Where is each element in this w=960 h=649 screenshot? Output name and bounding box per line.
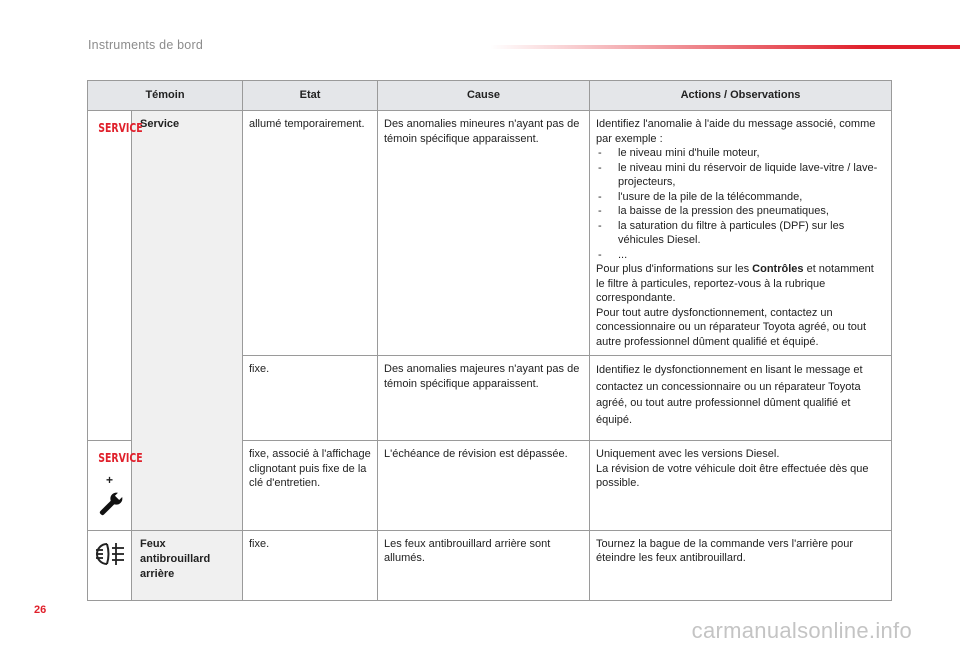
- more-info-prefix: Pour plus d'informations sur les: [596, 263, 753, 275]
- action-line: Uniquement avec les versions Diesel.: [596, 448, 780, 460]
- column-header-cause: Cause: [378, 81, 590, 111]
- list-item: - ...: [596, 248, 885, 263]
- more-info-suffix: et notamment le filtre à particules, reportez-vous à la rubrique correspondante.: [596, 263, 874, 304]
- page-number: 26: [34, 604, 47, 616]
- service-warning-icon: SERVICE: [98, 121, 143, 135]
- action-line: La révision de votre véhicule doit être effectuée dès que possible.: [596, 462, 869, 489]
- cause-cell: Des anomalies mineures n'ayant pas de témoin spécifique apparaissent.: [378, 111, 590, 356]
- anomaly-list: [596, 146, 885, 262]
- list-item: - la baisse de la pression des pneumatiques,: [596, 204, 885, 219]
- etat-cell: fixe.: [243, 530, 378, 600]
- service-icon-cell: [88, 111, 143, 441]
- section-title: Instruments de bord: [88, 38, 203, 52]
- other-malfunction-text: Pour tout autre dysfonctionnement, contactez un concessionnaire ou un réparateur Toyota agréé, ou tout autre professionnel dûment qualifié et équipé.: [596, 306, 867, 348]
- rear-fog-light-icon: [93, 541, 127, 567]
- service-wrench-icon-cell: [88, 441, 143, 531]
- cause-cell: Des anomalies majeures n'ayant pas de témoin spécifique apparaissent.: [378, 356, 590, 441]
- indicator-table: [87, 80, 892, 601]
- action-intro: Identifiez l'anomalie à l'aide du message associé, comme par exemple :: [596, 118, 876, 145]
- service-warning-icon: SERVICE: [98, 451, 143, 465]
- etat-cell: fixe, associé à l'affichage clignotant puis fixe de la clé d'entretien.: [243, 441, 378, 531]
- watermark: carmanualsonline.info: [691, 618, 912, 643]
- list-item: - le niveau mini du réservoir de liquide lave-vitre / lave-projecteurs,: [596, 161, 885, 190]
- header-accent-line: [490, 45, 960, 49]
- list-item: - le niveau mini d'huile moteur,: [596, 146, 885, 161]
- cause-cell: Les feux antibrouillard arrière sont allumés.: [378, 530, 590, 600]
- column-header-temoin: Témoin: [88, 81, 243, 111]
- cause-cell: L'échéance de révision est dépassée.: [378, 441, 590, 531]
- table-header-row: [88, 81, 892, 111]
- etat-cell: allumé temporairement.: [243, 111, 378, 356]
- column-header-etat: Etat: [243, 81, 378, 111]
- action-cell: [590, 111, 892, 356]
- action-cell: [590, 441, 892, 531]
- action-cell: Tournez la bague de la commande vers l'arrière pour éteindre les feux antibrouillard.: [590, 530, 892, 600]
- etat-cell: fixe.: [243, 356, 378, 441]
- column-header-actions: Actions / Observations: [590, 81, 892, 111]
- more-info-text: [596, 262, 885, 306]
- table-row: [88, 111, 892, 356]
- list-item: - la saturation du filtre à particules (DPF) sur les véhicules Diesel.: [596, 219, 885, 248]
- list-item: - l'usure de la pile de la télécommande,: [596, 190, 885, 205]
- indicator-name-service: Service: [132, 111, 243, 531]
- indicator-name-fog: Feux antibrouillard arrière: [132, 530, 243, 600]
- table-row: [88, 530, 892, 600]
- plus-sign: +: [105, 472, 113, 487]
- action-cell: Identifiez le dysfonctionnement en lisant le message et contactez un concessionnaire ou un réparateur Toyota agréé, ou tout autre professionnel dûment qualifié et équipé.: [590, 356, 892, 441]
- controles-term: Contrôles: [752, 263, 804, 275]
- fog-icon-cell: [88, 530, 132, 600]
- wrench-icon: [92, 489, 128, 521]
